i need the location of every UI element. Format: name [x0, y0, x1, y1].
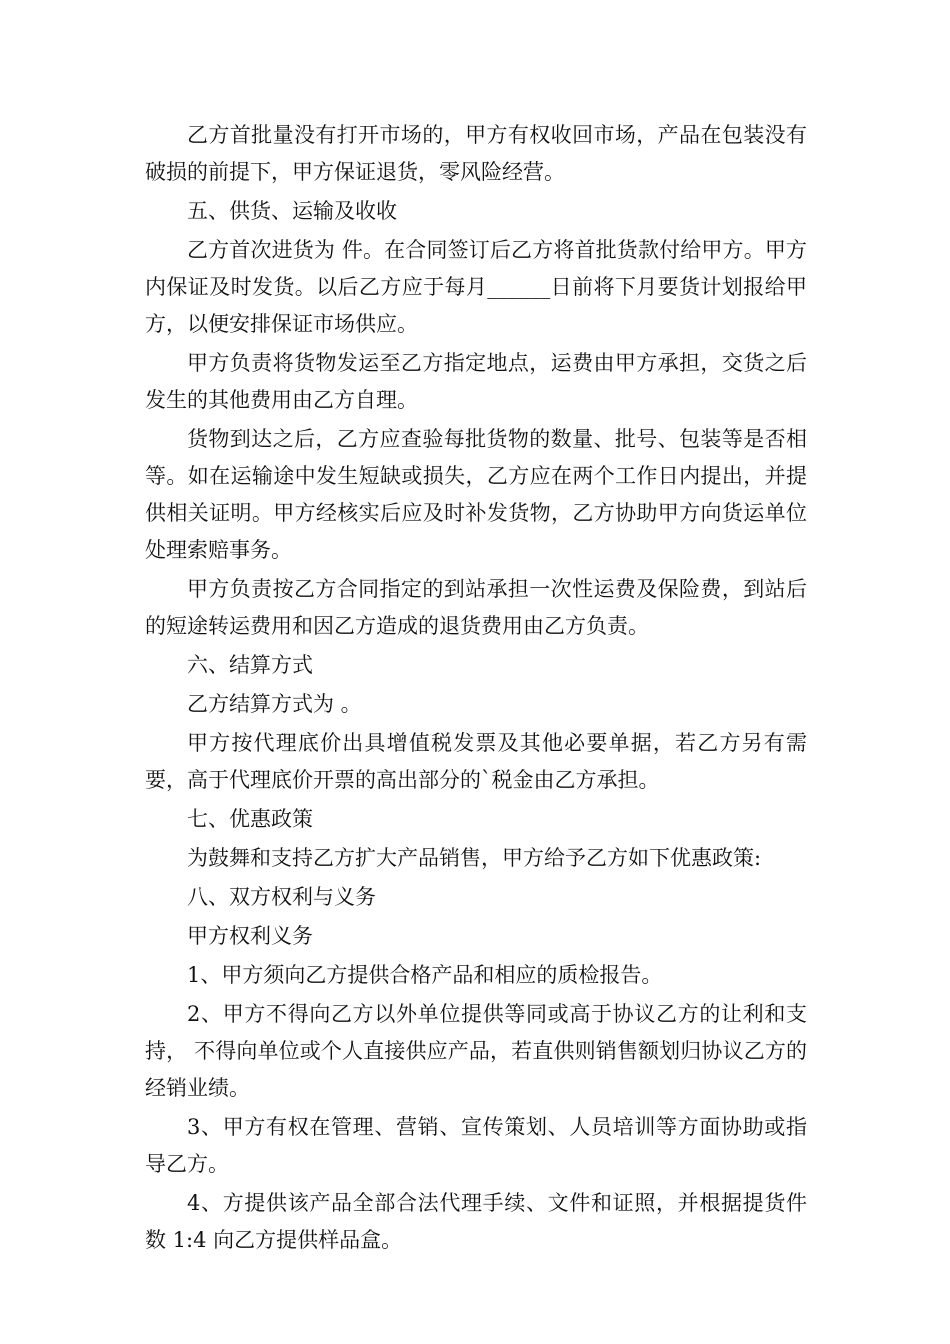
document-body: [145, 117, 807, 1259]
paragraph-shipping-cost: 甲方负责将货物发运至乙方指定地点，运费由甲方承担，交货之后发生的其他费用由乙方自理。: [145, 351, 807, 412]
paragraph-freight-insurance: 甲方负责按乙方合同指定的到站承担一次性运费及保险费，到站后的短途转运费用和因乙方造成的退货费用由乙方负责。: [145, 577, 807, 638]
paragraph-invoice: 甲方按代理底价出具增值税发票及其他必要单据，若乙方另有需要，高于代理底价开票的高出部分的`税金由乙方承担。: [145, 731, 807, 792]
heading-rights-obligations: 八、双方权利与义务: [187, 885, 376, 909]
heading-supply-transport: 五、供货、运输及收收: [187, 199, 397, 223]
heading-preferential-policy: 七、优惠政策: [187, 807, 313, 831]
paragraph-settlement-method: 乙方结算方式为 。: [187, 692, 362, 716]
heading-settlement: 六、结算方式: [187, 653, 313, 677]
list-item-4: 4、方提供该产品全部合法代理手续、文件和证照，并根据提货件数 1:4 向乙方提供样品盒。: [145, 1191, 807, 1252]
list-item-3: 3、甲方有权在管理、营销、宣传策划、人员培训等方面协助或指导乙方。: [145, 1115, 807, 1176]
list-item-1: 1、甲方须向乙方提供合格产品和相应的质检报告。: [187, 963, 663, 987]
list-item-2: 2、甲方不得向乙方以外单位提供等同或高于协议乙方的让利和支持， 不得向单位或个人直接供应产品，若直供则销售额划归协议乙方的经销业绩。: [145, 1002, 807, 1100]
paragraph-preferential-policy: 为鼓舞和支持乙方扩大产品销售，甲方给予乙方如下优惠政策:: [187, 846, 762, 870]
paragraph-return-policy: 乙方首批量没有打开市场的，甲方有权收回市场，产品在包装没有破损的前提下，甲方保证退货，零风险经营。: [145, 123, 807, 184]
paragraph-goods-inspection: 货物到达之后，乙方应查验每批货物的数量、批号、包装等是否相等。如在运输途中发生短缺或损失，乙方应在两个工作日内提出，并提供相关证明。甲方经核实后应及时补发货物，乙方协助甲方向货运单位处理索赔事务。: [145, 427, 807, 562]
subheading-party-a-rights: 甲方权利义务: [187, 924, 313, 948]
paragraph-first-order: 乙方首次进货为 件。在合同签订后乙方将首批货款付给甲方。甲方内保证及时发货。以后乙方应于每月______日前将下月要货计划报给甲方，以便安排保证市场供应。: [145, 238, 807, 336]
